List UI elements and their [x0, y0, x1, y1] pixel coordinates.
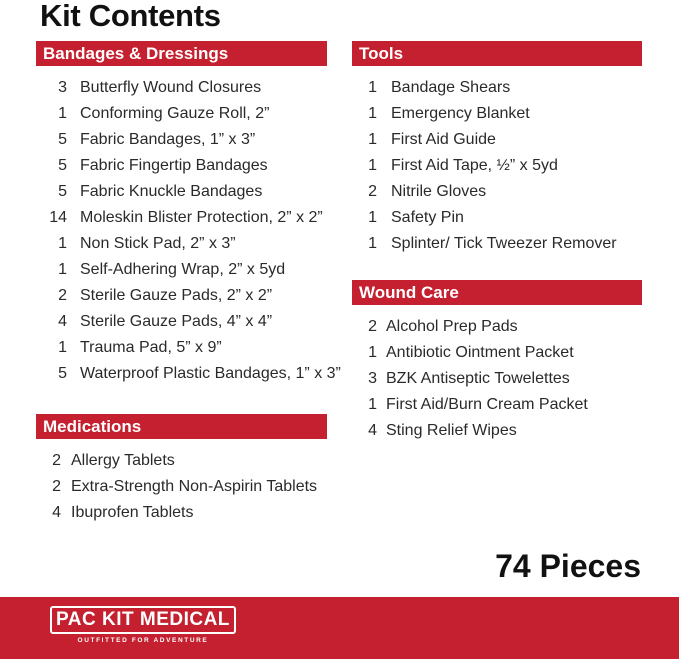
item-name: Emergency Blanket — [391, 105, 530, 122]
item-quantity: 2 — [58, 287, 67, 304]
item-name: Waterproof Plastic Bandages, 1” x 3” — [80, 365, 341, 382]
list-item — [36, 101, 327, 127]
item-name: Conforming Gauze Roll, 2” — [80, 105, 270, 122]
item-quantity: 2 — [368, 318, 377, 335]
item-list — [36, 448, 327, 526]
section-heading: Tools — [352, 41, 642, 66]
list-item — [36, 500, 327, 526]
list-item — [36, 474, 327, 500]
item-quantity: 5 — [58, 131, 67, 148]
list-item — [352, 127, 642, 153]
brand-logo — [50, 606, 236, 644]
item-quantity: 1 — [368, 131, 377, 148]
list-item — [352, 75, 642, 101]
item-name: First Aid Guide — [391, 131, 496, 148]
item-quantity: 14 — [49, 209, 67, 226]
item-name: Fabric Bandages, 1” x 3” — [80, 131, 256, 148]
section-heading: Wound Care — [352, 280, 642, 305]
list-item — [352, 231, 642, 257]
brand-name: PAC KIT MEDICAL — [50, 606, 236, 634]
item-quantity: 1 — [368, 235, 377, 252]
item-quantity: 1 — [58, 261, 67, 278]
item-quantity: 5 — [58, 183, 67, 200]
item-quantity: 2 — [52, 478, 61, 495]
section-tools — [352, 41, 642, 257]
item-quantity: 1 — [58, 235, 67, 252]
list-item — [352, 340, 642, 366]
list-item — [36, 231, 327, 257]
list-item — [352, 205, 642, 231]
list-item — [352, 101, 642, 127]
list-item — [36, 257, 327, 283]
item-name: Fabric Fingertip Bandages — [80, 157, 268, 174]
item-name: Trauma Pad, 5” x 9” — [80, 339, 222, 356]
item-quantity: 4 — [368, 422, 377, 439]
item-name: BZK Antiseptic Towelettes — [386, 370, 570, 387]
item-quantity: 1 — [368, 105, 377, 122]
item-name: Safety Pin — [391, 209, 464, 226]
list-item — [352, 366, 642, 392]
list-item — [36, 75, 327, 101]
list-item — [36, 153, 327, 179]
section-heading: Bandages & Dressings — [36, 41, 327, 66]
item-quantity: 1 — [368, 79, 377, 96]
section-wound-care — [352, 280, 642, 444]
item-quantity: 1 — [58, 339, 67, 356]
item-name: Sterile Gauze Pads, 2” x 2” — [80, 287, 273, 304]
item-quantity: 5 — [58, 365, 67, 382]
item-name: Allergy Tablets — [71, 452, 175, 469]
item-quantity: 2 — [52, 452, 61, 469]
total-pieces: 74 Pieces — [495, 548, 641, 584]
item-list — [36, 75, 341, 387]
item-quantity: 2 — [368, 183, 377, 200]
item-quantity: 1 — [368, 396, 377, 413]
item-quantity: 1 — [368, 157, 377, 174]
list-item — [36, 361, 341, 387]
item-name: Bandage Shears — [391, 79, 511, 96]
item-name: Non Stick Pad, 2” x 3” — [80, 235, 236, 252]
list-item — [36, 205, 327, 231]
item-name: Fabric Knuckle Bandages — [80, 183, 263, 200]
item-quantity: 3 — [368, 370, 377, 387]
item-name: Ibuprofen Tablets — [71, 504, 194, 521]
list-item — [352, 392, 642, 418]
section-medications — [36, 414, 327, 526]
page-title: Kit Contents — [40, 0, 221, 33]
item-name: First Aid Tape, ½” x 5yd — [391, 157, 558, 174]
item-name: Moleskin Blister Protection, 2” x 2” — [80, 209, 323, 226]
list-item — [352, 153, 642, 179]
list-item — [36, 283, 327, 309]
item-list — [352, 314, 642, 444]
item-name: Butterfly Wound Closures — [80, 79, 262, 96]
item-name: Alcohol Prep Pads — [386, 318, 518, 335]
item-name: Splinter/ Tick Tweezer Remover — [391, 235, 617, 252]
list-item — [352, 418, 642, 444]
list-item — [36, 335, 327, 361]
item-quantity: 1 — [58, 105, 67, 122]
item-quantity: 4 — [58, 313, 67, 330]
list-item — [352, 314, 642, 340]
item-name: Sting Relief Wipes — [386, 422, 517, 439]
item-name: Sterile Gauze Pads, 4” x 4” — [80, 313, 273, 330]
item-name: Extra-Strength Non-Aspirin Tablets — [71, 478, 318, 495]
footer-band — [0, 597, 679, 659]
list-item — [36, 127, 327, 153]
section-bandages-dressings — [36, 41, 341, 387]
list-item — [36, 309, 327, 335]
item-quantity: 1 — [368, 344, 377, 361]
list-item — [36, 179, 327, 205]
item-name: Self-Adhering Wrap, 2” x 5yd — [80, 261, 286, 278]
item-quantity: 4 — [52, 504, 61, 521]
section-heading: Medications — [36, 414, 327, 439]
list-item — [36, 448, 327, 474]
item-list — [352, 75, 642, 257]
item-name: First Aid/Burn Cream Packet — [386, 396, 588, 413]
item-quantity: 3 — [58, 79, 67, 96]
item-name: Nitrile Gloves — [391, 183, 487, 200]
list-item — [352, 179, 642, 205]
item-quantity: 1 — [368, 209, 377, 226]
item-quantity: 5 — [58, 157, 67, 174]
brand-tagline: OUTFITTED FOR ADVENTURE — [77, 637, 209, 644]
item-name: Antibiotic Ointment Packet — [386, 344, 574, 361]
